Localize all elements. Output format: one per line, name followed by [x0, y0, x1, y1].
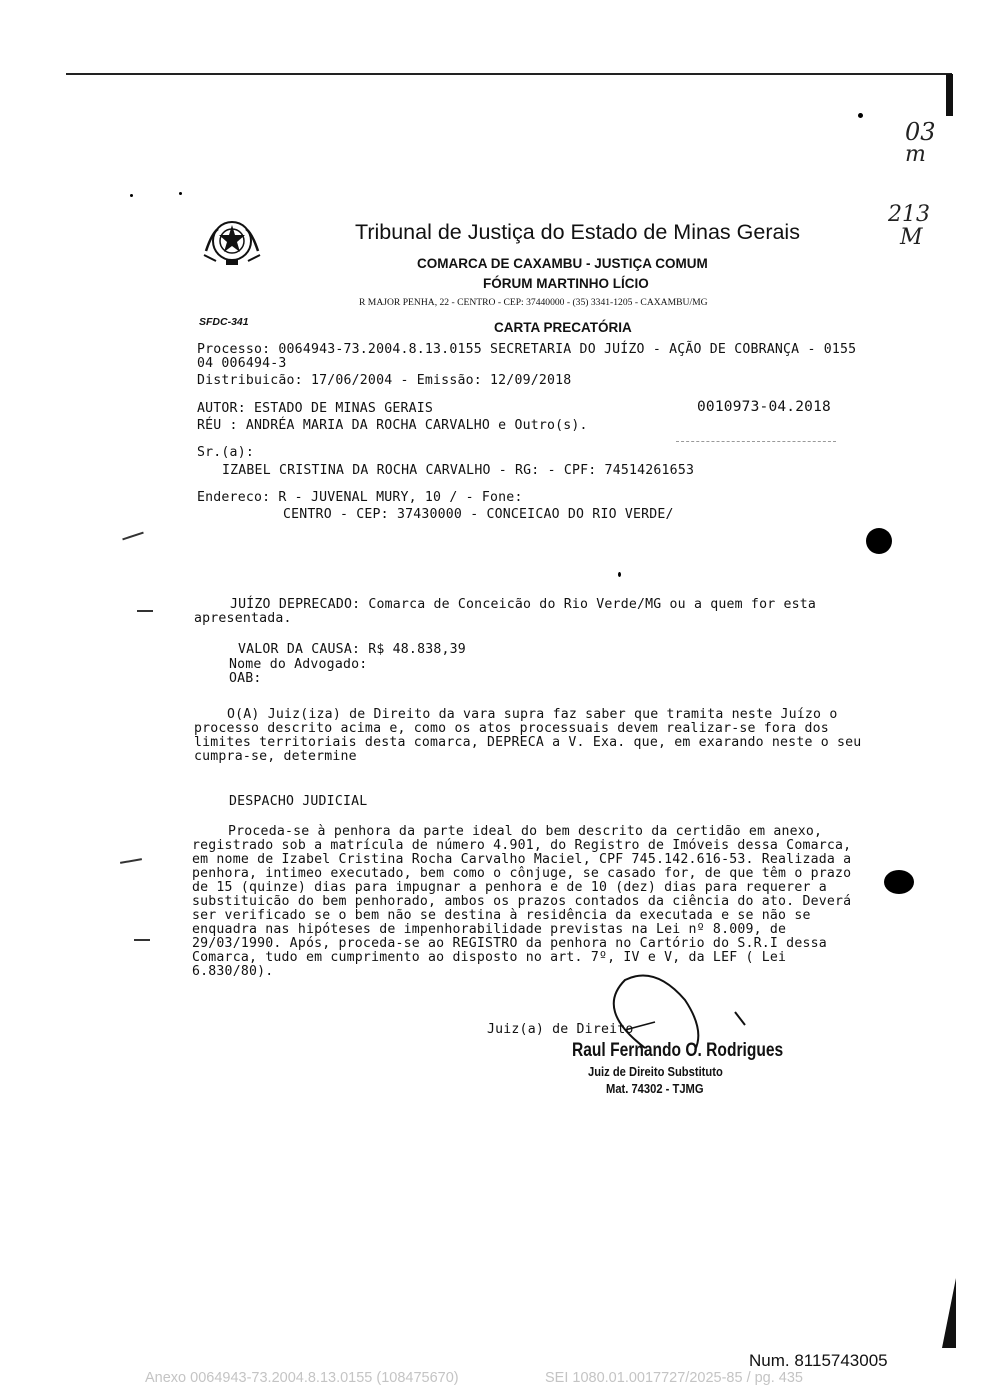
recipient-label: Sr.(a): — [197, 445, 254, 460]
judge-role: Juiz de Direito Substituto — [588, 1064, 723, 1079]
despacho-line: 29/03/1990. Após, proceda-se ao REGISTRO da penhora no Cartório do S.R.I dessa — [192, 936, 827, 951]
judge-name: Raul Fernando O. Rodrigues — [572, 1040, 784, 1061]
intro-line: cumpra-se, determine — [194, 749, 357, 764]
distribution-line: Distribuicão: 17/06/2004 - Emissão: 12/09/2018 — [197, 373, 572, 388]
despacho-line: registrado sob a matrícula de número 4.901, do Registro de Imóveis dessa Comarca, — [192, 838, 852, 853]
form-code: SFDC-341 — [199, 316, 249, 328]
ink-blot — [866, 528, 892, 554]
handwritten-initials: m — [905, 142, 926, 167]
advogado-label: Nome do Advogado: — [229, 657, 368, 672]
handwritten-page-number: 03 — [905, 118, 936, 146]
reu-line: RÉU : ANDRÉA MARIA DA ROCHA CARVALHO e Outro(s). — [197, 418, 588, 433]
intro-line: limites territoriais desta comarca, DEPRECA a V. Exa. que, em exarando neste o seu — [194, 735, 862, 750]
sei-stamp: SEI 1080.01.0017727/2025-85 / pg. 435 — [545, 1370, 803, 1386]
speck — [179, 192, 182, 195]
comarca-heading: COMARCA DE CAXAMBU - JUSTIÇA COMUM — [417, 256, 708, 271]
despacho-line: em nome de Izabel Cristina Rocha Carvalho Maciel, CPF 745.142.616-53. Realizada a — [192, 852, 852, 867]
margin-mark — [122, 532, 144, 541]
speck — [130, 194, 133, 197]
recipient-name: IZABEL CRISTINA DA ROCHA CARVALHO - RG: - CPF: 74514261653 — [222, 463, 695, 478]
margin-mark — [137, 610, 153, 612]
despacho-line: Comarca, tudo em cumprimento ao disposto no art. 7º, IV e V, da LEF ( Lei — [192, 950, 787, 965]
despacho-line: penhora, intimeo executado, bem como o cônjuge, se casado for, de que têm o prazo — [192, 866, 852, 881]
despacho-line: substituicão do bem penhorado, ambos os prazos contados da ciência do ato. Deverá — [192, 894, 852, 909]
recipient-address: Endereco: R - JUVENAL MURY, 10 / - Fone: — [197, 490, 523, 505]
handwritten-sheet-number: 213 — [888, 202, 930, 227]
annex-stamp: Anexo 0064943-73.2004.8.13.0155 (108475670) — [145, 1370, 459, 1386]
corner-mark — [942, 1278, 956, 1348]
speck — [858, 113, 863, 118]
forum-heading: FÓRUM MARTINHO LÍCIO — [483, 276, 649, 291]
judge-label: Juiz(a) de Direito — [487, 1022, 634, 1037]
document-number: Num. 8115743005 — [749, 1351, 888, 1370]
autor-line: AUTOR: ESTADO DE MINAS GERAIS — [197, 401, 434, 416]
margin-mark — [120, 858, 142, 864]
document-title: CARTA PRECATÓRIA — [494, 320, 632, 335]
top-border-line — [66, 73, 952, 75]
speck — [618, 572, 621, 577]
coat-of-arms-icon — [200, 215, 264, 267]
deprecado-line-continued: apresentada. — [194, 611, 292, 626]
tribunal-title: Tribunal de Justiça do Estado de Minas Gerais — [355, 220, 800, 244]
ink-blot — [884, 870, 914, 894]
despacho-title: DESPACHO JUDICIAL — [229, 794, 368, 809]
reference-number: 0010973-04.2018 — [697, 399, 831, 415]
intro-line: O(A) Juiz(iza) de Direito da vara supra faz saber que tramita neste Juízo o — [227, 707, 838, 722]
process-line-continued: 04 006494-3 — [197, 356, 287, 371]
valor-da-causa: VALOR DA CAUSA: R$ 48.838,39 — [238, 642, 466, 657]
recipient-address-city: CENTRO - CEP: 37430000 - CONCEICAO DO RIO VERDE/ — [283, 507, 674, 522]
despacho-line: 6.830/80). — [192, 964, 274, 979]
faint-rule — [676, 441, 836, 443]
process-line: Processo: 0064943-73.2004.8.13.0155 SECRETARIA DO JUÍZO - AÇÃO DE COBRANÇA - 0155 — [197, 342, 857, 357]
handwritten-initials-2: M — [900, 225, 923, 250]
despacho-line: Proceda-se à penhora da parte ideal do bem descrito da certidão em anexo, — [228, 824, 823, 839]
corner-mark — [946, 74, 953, 116]
deprecado-line: JUÍZO DEPRECADO: Comarca de Conceicão do Rio Verde/MG ou a quem for esta — [230, 597, 817, 612]
court-address: R MAJOR PENHA, 22 - CENTRO - CEP: 37440000 - (35) 3341-1205 - CAXAMBU/MG — [359, 297, 708, 308]
oab-label: OAB: — [229, 671, 262, 686]
despacho-line: de 15 (quinze) dias para impugnar a penhora e de 10 (dez) dias para requerer a — [192, 880, 827, 895]
margin-mark — [134, 939, 150, 941]
despacho-line: enquadra nas hipóteses de impenhorabilidade previstas na Lei nº 8.009, de — [192, 922, 787, 937]
intro-line: processo descrito acima e, como os atos processuais devem realizar-se fora dos — [194, 721, 829, 736]
judge-registration: Mat. 74302 - TJMG — [606, 1081, 704, 1096]
despacho-line: ser verificado se o bem não se destina à residência da executada e se não se — [192, 908, 811, 923]
